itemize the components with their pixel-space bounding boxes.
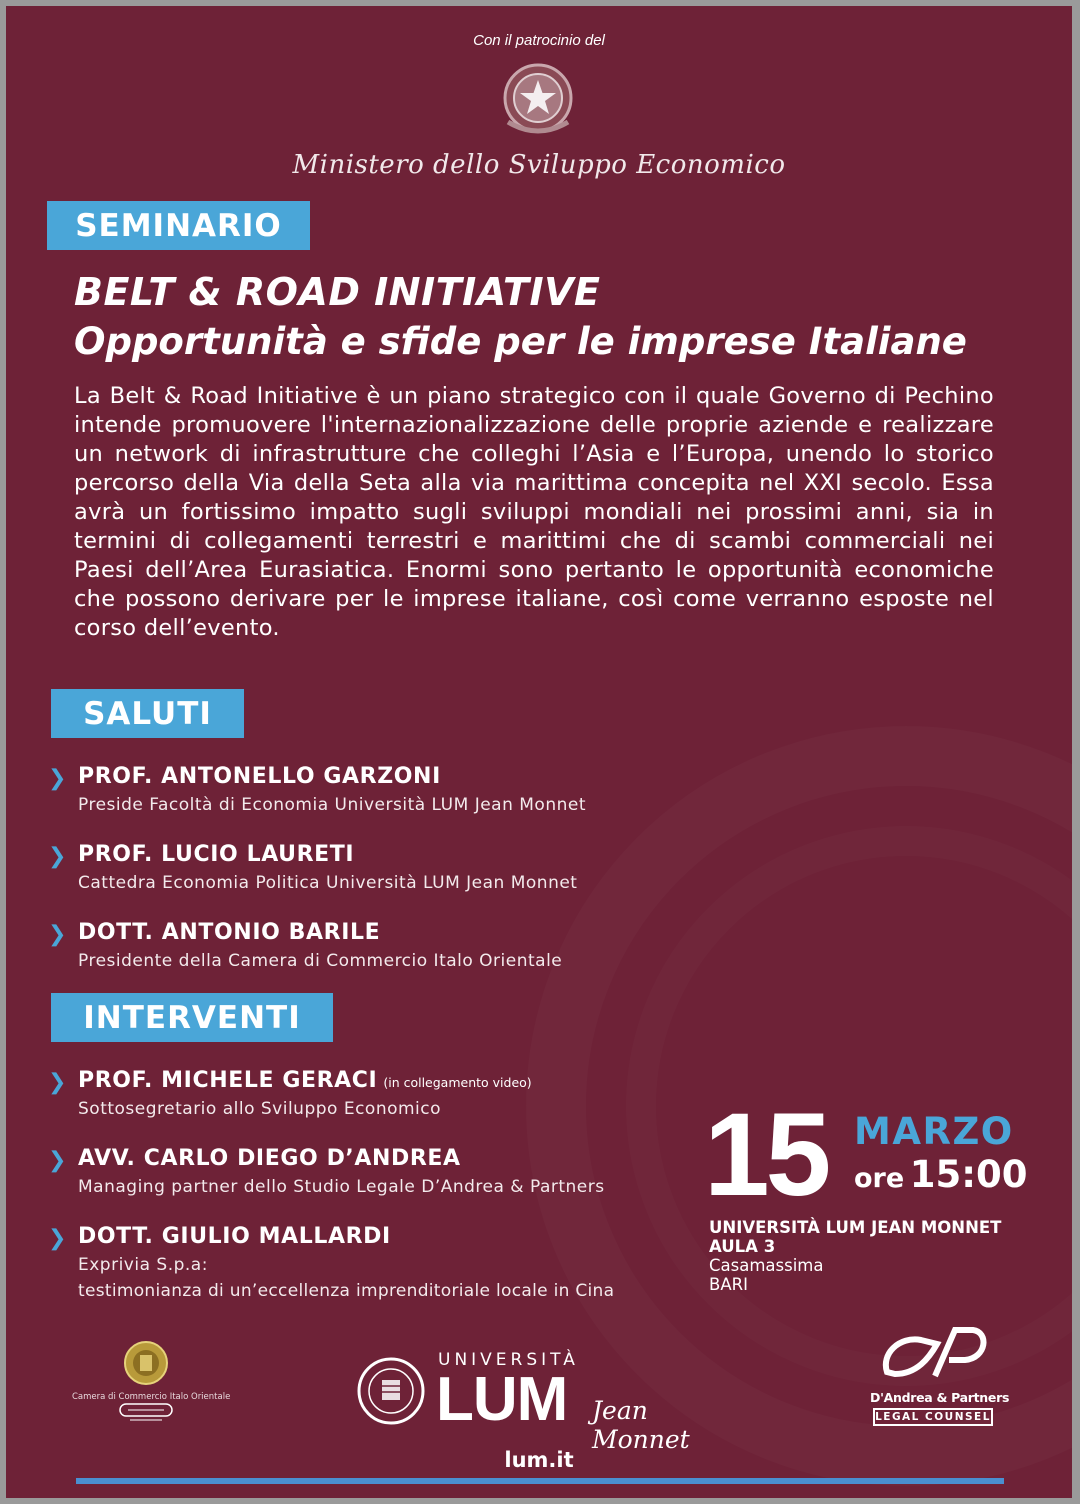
speaker-name-text: PROF. MICHELE GERACI (78, 1068, 378, 1093)
lum-website-link[interactable]: lum.it (504, 1448, 574, 1472)
dandrea-partners-logo (870, 1324, 1010, 1426)
speaker-name: AVV. CARLO DIEGO D’ANDREA (78, 1146, 461, 1171)
camera-seal-icon (123, 1340, 169, 1386)
speaker-name: DOTT. ANTONIO BARILE (78, 920, 381, 945)
lum-universita-text: UNIVERSITÀ (438, 1350, 579, 1370)
ministero-logo-text: Ministero dello Sviluppo Economico (292, 150, 786, 180)
speaker-role-detail: testimonianza di un’eccellenza imprenditoriale locale in Cina (78, 1281, 615, 1301)
lum-logo (356, 1350, 736, 1454)
saluti-tag: SALUTI (51, 689, 244, 738)
speaker-role: Managing partner dello Studio Legale D’Andrea & Partners (78, 1177, 605, 1197)
speaker-role: Preside Facoltà di Economia Università LUM Jean Monnet (78, 795, 587, 815)
seminar-title: BELT & ROAD INITIATIVE (74, 270, 601, 314)
seminario-tag: SEMINARIO (47, 201, 310, 250)
venue-university: UNIVERSITÀ LUM JEAN MONNET (709, 1218, 1002, 1237)
venue-town: Casamassima (709, 1256, 824, 1275)
lum-jean-monnet-text: Jean Monnet (592, 1396, 690, 1454)
event-venue (709, 1218, 1001, 1294)
footer-divider (76, 1478, 1004, 1484)
speaker-role: Exprivia S.p.a: (78, 1255, 208, 1275)
dp-legal-counsel: LEGAL COUNSEL (873, 1408, 993, 1426)
chevron-right-icon: ❯ (48, 1070, 67, 1095)
chevron-right-icon: ❯ (48, 844, 67, 869)
speaker-role: Sottosegretario allo Sviluppo Economico (78, 1099, 442, 1119)
event-day: 15 (704, 1089, 828, 1221)
seminar-description: La Belt & Road Initiative è un piano strategico con il quale Governo di Pechino intende promuovere l'internazionalizzazione delle proprie aziende e realizzare un network di infrastrutture che colleghi l’Asia e l’Europa, unendo lo storico percorso della Via della Seta alla via marittima concepita nel XXI secolo. Essa avrà un fortissimo impatto sugli sviluppi mondiali nei prossimi anni, sia in termini di collegamenti terrestri e marittimi che di scambi commerciali nei Paesi dell’Area Eurasiatica. Enormi sono pertanto le opportunità economiche che possono derivare per le imprese italiane, così come verranno esposte nel corso dell’evento. (74, 383, 994, 641)
italian-republic-emblem-icon (500, 60, 576, 142)
speaker-name: PROF. LUCIO LAURETI (78, 842, 355, 867)
event-time-label: ore (854, 1163, 905, 1194)
lum-seal-icon (356, 1356, 426, 1426)
camera-sub-logo-icon (114, 1402, 178, 1422)
chevron-right-icon: ❯ (48, 922, 67, 947)
dp-monogram-icon (877, 1324, 989, 1384)
camera-commercio-logo (72, 1340, 231, 1426)
lum-name-text: LUM (436, 1365, 568, 1434)
speaker-name: DOTT. GIULIO MALLARDI (78, 1224, 391, 1249)
interventi-tag: INTERVENTI (51, 993, 333, 1042)
speaker-name: PROF. ANTONELLO GARZONI (78, 764, 441, 789)
speaker-name (78, 1068, 532, 1093)
speaker-role: Cattedra Economia Politica Università LUM Jean Monnet (78, 873, 578, 893)
camera-commercio-label: Camera di Commercio Italo Orientale (72, 1392, 231, 1402)
chevron-right-icon: ❯ (48, 1226, 67, 1251)
seminar-subtitle: Opportunità e sfide per le imprese Italiane (74, 320, 967, 363)
chevron-right-icon: ❯ (48, 1148, 67, 1173)
venue-room: AULA 3 (709, 1237, 776, 1256)
venue-city: BARI (709, 1275, 748, 1294)
patrocinio-text: Con il patrocinio del (473, 32, 605, 49)
event-time (854, 1153, 1028, 1196)
event-time-value: 15:00 (909, 1153, 1028, 1196)
chevron-right-icon: ❯ (48, 766, 67, 791)
poster (6, 6, 1072, 1498)
dp-name: D'Andrea & Partners (870, 1390, 1010, 1405)
speaker-role: Presidente della Camera di Commercio Italo Orientale (78, 951, 563, 971)
event-month: MARZO (854, 1110, 1014, 1153)
speaker-note: (in collegamento video) (383, 1075, 532, 1090)
